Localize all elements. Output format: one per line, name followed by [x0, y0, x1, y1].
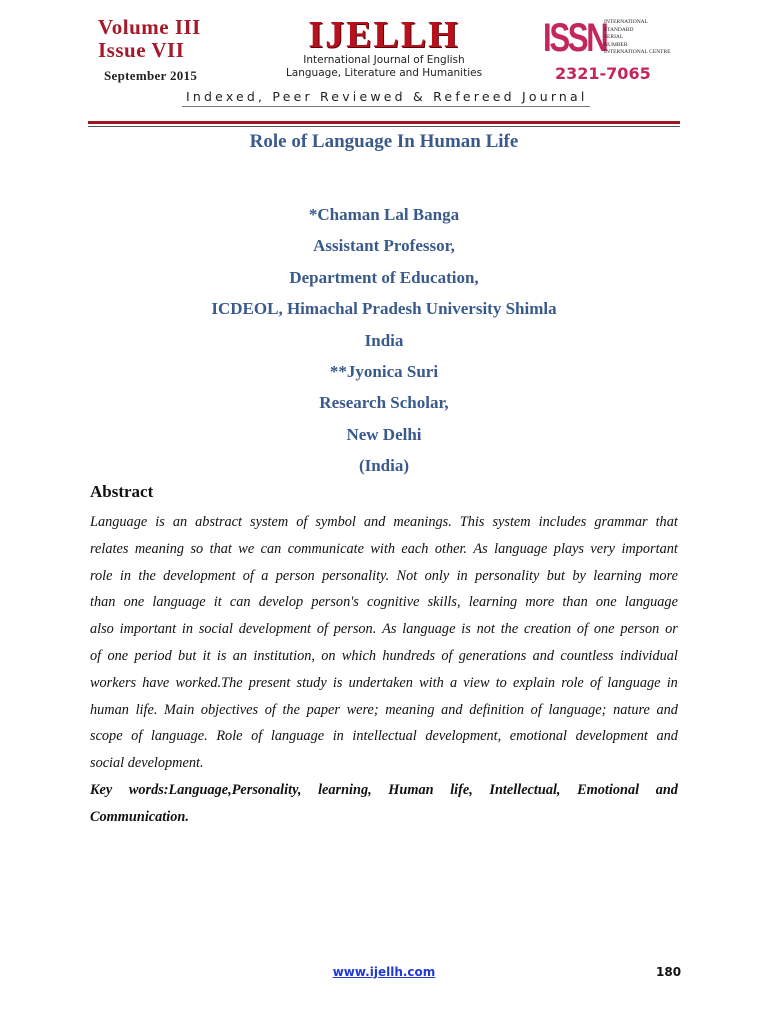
abstract-word: personality: [475, 567, 540, 584]
abstract-word: development: [575, 728, 648, 745]
abstract-word: individual: [619, 647, 678, 664]
abstract-word: creation: [523, 621, 572, 638]
abstract-word: each: [401, 540, 429, 557]
abstract-word: language: [624, 594, 678, 611]
journal-header: [0, 0, 768, 130]
abstract-word: institution,: [253, 647, 315, 664]
issn-caption-line: INTERNATIONAL CENTRE: [604, 49, 671, 55]
abstract-word: person.: [333, 621, 377, 638]
abstract-word: This: [459, 514, 485, 530]
abstract-word: meaning: [385, 701, 435, 718]
issn-letters: ISSN: [543, 16, 607, 60]
journal-name-line2: Language, Literature and Humanities: [285, 67, 483, 79]
abstract-word: social: [198, 621, 233, 638]
abstract-word: is: [461, 621, 471, 638]
abstract-word: an: [172, 514, 188, 530]
abstract-line: [90, 589, 678, 616]
abstract-word: human: [90, 701, 129, 718]
abstract-line: [90, 563, 678, 590]
abstract-word: is: [155, 514, 165, 530]
keywords-word: Intellectual,: [489, 782, 561, 798]
abstract-word: which: [341, 647, 377, 664]
abstract-word: on: [321, 647, 336, 664]
abstract-word: not: [476, 621, 495, 638]
abstract-word: than: [90, 594, 116, 611]
issn-number: 2321-7065: [555, 64, 651, 83]
abstract-word: life.: [135, 701, 158, 718]
abstract-word: develop: [258, 594, 304, 611]
abstract-word: that: [209, 540, 232, 557]
abstract-word: or: [665, 621, 678, 638]
tagline-underline: [182, 106, 590, 107]
abstract-word: symbol: [315, 514, 356, 530]
abstract-word: that: [655, 514, 678, 530]
abstract-word: meaning: [134, 540, 185, 557]
author-line: ICDEOL, Himachal Pradesh University Shimla: [211, 299, 557, 319]
header-divider-thin: [88, 126, 680, 127]
abstract-word: of: [530, 701, 542, 718]
keywords-word: life,: [450, 782, 473, 798]
abstract-word: and: [441, 701, 463, 718]
abstract-word: so: [190, 540, 204, 557]
abstract-word: nature: [613, 701, 650, 718]
abstract-heading: Abstract: [90, 482, 154, 501]
abstract-word: in: [332, 728, 344, 745]
keywords-word: words:Language,Personality,: [128, 782, 302, 798]
issn-caption-line: STANDARD: [604, 26, 634, 33]
abstract-word: of: [264, 701, 276, 718]
abstract-word: person: [620, 621, 660, 638]
author-line: Assistant Professor,: [313, 236, 455, 256]
abstract-word: a: [261, 567, 269, 584]
abstract-word: Main: [164, 701, 195, 718]
abstract-word: person: [275, 567, 315, 584]
issue-label: Issue VII: [98, 38, 185, 62]
abstract-line: social development.: [90, 755, 204, 772]
author-line: Department of Education,: [289, 267, 479, 287]
abstract-word: development: [163, 567, 236, 584]
abstract-word: and: [656, 701, 678, 718]
journal-tagline: Indexed, Peer Reviewed & Refereed Journal: [186, 89, 588, 104]
abstract-line: [90, 643, 678, 670]
abstract-word: learning: [593, 567, 642, 584]
footer-website-link[interactable]: [0, 965, 768, 979]
abstract-word: have: [142, 674, 170, 691]
abstract-word: one: [107, 647, 129, 664]
author-line: (India): [358, 456, 410, 476]
abstract-word: emotional: [509, 728, 567, 745]
abstract-word: system: [250, 514, 289, 530]
abstract-word: generations: [458, 647, 527, 664]
abstract-word: the: [138, 567, 156, 584]
abstract-word: and: [363, 514, 386, 530]
abstract-word: system: [492, 514, 531, 530]
abstract-word: learning: [468, 594, 518, 611]
abstract-word: can: [260, 540, 282, 557]
abstract-word: intellectual: [352, 728, 417, 745]
abstract-word: an: [232, 647, 248, 664]
abstract-word: of: [90, 647, 102, 664]
footer-website-text[interactable]: www.ijellh.com: [332, 965, 436, 979]
abstract-word: but: [546, 567, 566, 584]
abstract-word: skills,: [427, 594, 461, 611]
keywords-word: Emotional: [577, 782, 640, 798]
abstract-word: grammar: [594, 514, 648, 530]
abstract-word: objectives: [200, 701, 259, 718]
abstract-word: language: [402, 621, 456, 638]
abstract-word: As: [382, 621, 397, 638]
abstract-word: of: [316, 621, 328, 638]
abstract-word: of: [242, 567, 254, 584]
journal-abbrev: IJELLH: [308, 14, 460, 56]
journal-logo: [278, 16, 490, 80]
abstract-word: development: [238, 621, 312, 638]
abstract-word: important: [119, 621, 177, 638]
abstract-word: Not: [396, 567, 418, 584]
abstract-word: only: [424, 567, 450, 584]
keywords-word: learning,: [318, 782, 372, 798]
abstract-word: development,: [425, 728, 502, 745]
abstract-word: language: [152, 594, 206, 611]
abstract-word: in: [119, 567, 131, 584]
volume-issue-block: [98, 16, 201, 62]
abstract-word: the: [500, 621, 519, 638]
abstract-word: can: [229, 594, 251, 611]
abstract-word: we: [238, 540, 255, 557]
issn-caption-line: INTERNATIONAL: [604, 19, 648, 25]
abstract-word: of: [131, 728, 143, 745]
page-number: 180: [656, 965, 682, 979]
keywords-line: [90, 777, 678, 804]
abstract-word: hundreds: [382, 647, 436, 664]
abstract-word: of: [441, 647, 453, 664]
header-divider: [88, 121, 680, 124]
author-line: India: [364, 330, 404, 350]
abstract-word: Role: [216, 728, 243, 745]
abstract-word: in: [181, 621, 193, 638]
abstract-word: it: [213, 594, 222, 611]
abstract-word: the: [282, 701, 300, 718]
keywords-word: and: [655, 782, 678, 798]
abstract-word: and: [656, 728, 678, 745]
abstract-word: workers: [90, 674, 137, 691]
abstract-word: of: [576, 621, 589, 638]
keywords-word: Human: [388, 782, 434, 798]
abstract-word: relates: [90, 540, 129, 557]
abstract-word: were;: [346, 701, 379, 718]
volume-label: Volume III: [98, 15, 201, 39]
keywords-word: Key: [90, 782, 113, 798]
abstract-word: important: [621, 540, 678, 557]
abstract-line: [90, 723, 678, 750]
abstract-line: [90, 536, 678, 563]
author-line: Research Scholar,: [319, 393, 449, 413]
abstract-word: more: [649, 567, 678, 584]
abstract-word: very: [590, 540, 616, 557]
abstract-word: but: [178, 647, 197, 664]
article-title: Role of Language In Human Life: [249, 131, 519, 152]
abstract-word: countless: [560, 647, 614, 664]
abstract-line: [90, 697, 678, 724]
abstract-word: undertaken: [348, 674, 413, 691]
abstract-word: language: [270, 728, 325, 745]
abstract-word: one: [593, 621, 615, 638]
abstract-word: is: [216, 647, 227, 664]
abstract-word: other.: [434, 540, 467, 557]
abstract-word: one: [595, 594, 617, 611]
abstract-word: is: [332, 674, 343, 691]
abstract-word: period: [134, 647, 172, 664]
abstract-word: definition: [469, 701, 525, 718]
abstract-word: of: [251, 728, 263, 745]
abstract-word: more: [525, 594, 555, 611]
abstract-word: communicate: [287, 540, 364, 557]
abstract-word: than: [562, 594, 588, 611]
abstract-word: a: [449, 674, 458, 691]
abstract-word: it: [202, 647, 211, 664]
abstract-word: scope: [90, 728, 123, 745]
abstract-word: also: [90, 621, 114, 638]
author-line: **Jyonica Suri: [329, 362, 439, 382]
abstract-word: study: [296, 674, 327, 691]
abstract-word: role: [561, 674, 584, 691]
abstract-word: cognitive: [367, 594, 420, 611]
abstract-word: explain: [513, 674, 556, 691]
issn-caption-line: SERIAL: [604, 34, 624, 40]
abstract-word: language: [494, 540, 548, 557]
issn-logo: [543, 16, 683, 88]
issue-date: September 2015: [104, 68, 198, 83]
author-line: *Chaman Lal Banga: [308, 205, 460, 224]
abstract-word: language: [607, 674, 661, 691]
abstract-word: and: [532, 647, 555, 664]
abstract-word: language;: [548, 701, 607, 718]
abstract-word: abstract: [195, 514, 243, 530]
abstract-word: in: [456, 567, 468, 584]
abstract-word: personality.: [322, 567, 390, 584]
author-line: New Delhi: [346, 424, 422, 444]
abstract-word: paper: [306, 701, 340, 718]
issn-caption-line: NUMBER: [604, 41, 628, 48]
abstract-word: includes: [538, 514, 587, 530]
abstract-word: role: [90, 567, 113, 584]
journal-name-line1: International Journal of English: [303, 54, 465, 66]
abstract-word: of: [296, 514, 308, 530]
abstract-body: [90, 509, 678, 777]
abstract-word: person's: [311, 594, 359, 611]
abstract-word: view: [463, 674, 490, 691]
abstract-word: worked.The: [175, 674, 243, 691]
issn-caption: [604, 19, 671, 57]
abstract-word: to: [495, 674, 507, 691]
abstract-word: of: [589, 674, 602, 691]
abstract-word: Language: [90, 514, 148, 530]
abstract-word: with: [370, 540, 395, 557]
keywords-block: [90, 777, 678, 831]
abstract-line: [90, 616, 678, 643]
author-block: [0, 199, 768, 482]
abstract-word: plays: [553, 540, 584, 557]
keywords-line: Communication.: [90, 808, 189, 825]
abstract-word: one: [123, 594, 145, 611]
abstract-word: in: [666, 674, 678, 691]
abstract-line: [90, 670, 678, 697]
abstract-word: present: [248, 674, 291, 691]
abstract-word: language.: [150, 728, 208, 745]
abstract-word: by: [572, 567, 586, 584]
abstract-word: with: [419, 674, 444, 691]
abstract-word: As: [473, 540, 488, 557]
abstract-line: [90, 509, 678, 536]
abstract-word: meanings.: [393, 514, 452, 530]
